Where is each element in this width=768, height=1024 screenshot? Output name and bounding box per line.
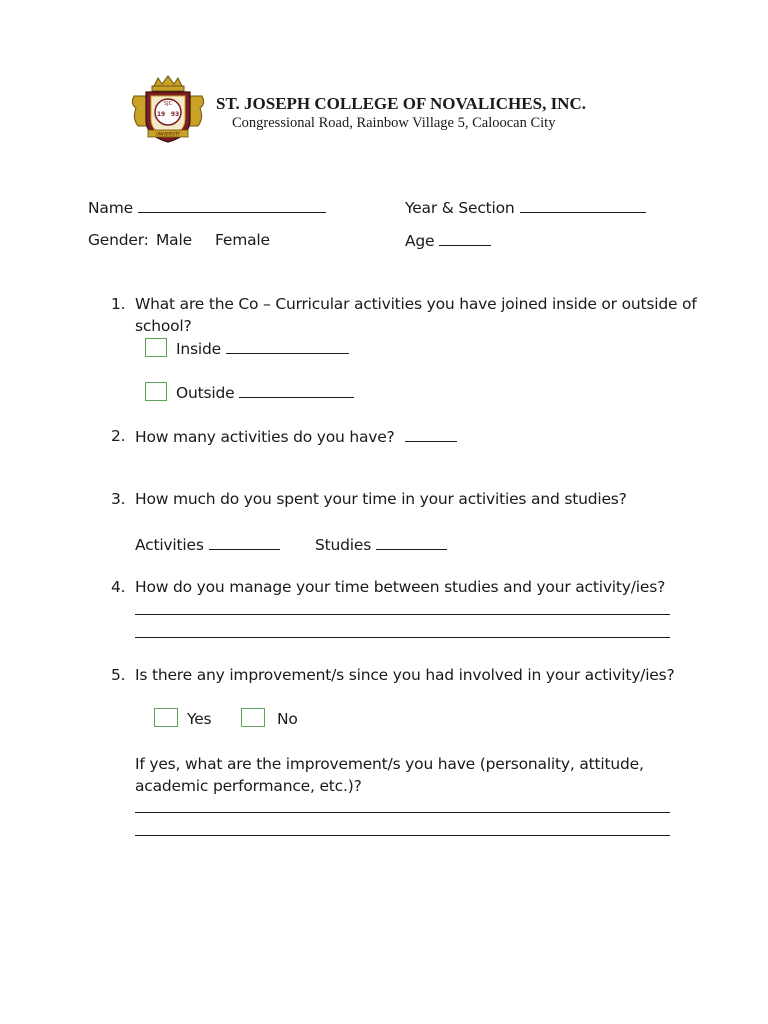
activity-count-blank[interactable] <box>405 426 457 442</box>
yes-checkbox[interactable] <box>154 708 178 727</box>
outside-checkbox[interactable] <box>145 382 167 401</box>
question-1-number: 1. <box>111 295 126 313</box>
activities-label: Activities <box>135 536 204 554</box>
question-2-text: How many activities do you have? <box>135 428 395 446</box>
school-name: ST. JOSEPH COLLEGE OF NOVALICHES, INC. <box>216 94 586 113</box>
question-4-number: 4. <box>111 578 126 596</box>
no-label: No <box>277 710 298 728</box>
question-3-text: How much do you spent your time in your activities and studies? <box>135 490 627 508</box>
studies-label: Studies <box>315 536 372 554</box>
year-section-blank[interactable] <box>520 197 646 213</box>
outside-field[interactable] <box>176 382 354 403</box>
name-label: Name <box>88 199 133 217</box>
question-1-line-2: school? <box>135 317 192 335</box>
question-4-text: How do you manage your time between studies and your activity/ies? <box>135 578 666 596</box>
gender-option-male[interactable]: Male <box>156 231 192 249</box>
question-4-answer-line-2[interactable] <box>135 637 670 638</box>
gender-option-female[interactable]: Female <box>215 231 270 249</box>
outside-label: Outside <box>176 384 235 402</box>
question-5-text: Is there any improvement/s since you had involved in your activity/ies? <box>135 666 675 684</box>
yes-label: Yes <box>187 710 212 728</box>
inside-checkbox[interactable] <box>145 338 167 357</box>
question-3-number: 3. <box>111 490 126 508</box>
question-5-followup-line-1: If yes, what are the improvement/s you have (personality, attitude, <box>135 755 644 773</box>
age-label: Age <box>405 232 435 250</box>
outside-blank[interactable] <box>239 382 354 398</box>
name-blank[interactable] <box>138 197 326 213</box>
question-5-answer-line-1[interactable] <box>135 812 670 813</box>
activities-blank[interactable] <box>209 534 280 550</box>
studies-blank[interactable] <box>376 534 447 550</box>
question-4-answer-line-1[interactable] <box>135 614 670 615</box>
question-5-followup-line-2: academic performance, etc.)? <box>135 777 362 795</box>
logo-year-right: 93 <box>170 111 180 118</box>
logo-top-text: SJC <box>163 101 173 107</box>
gender-label: Gender: <box>88 231 149 249</box>
inside-field[interactable] <box>176 338 349 359</box>
inside-label: Inside <box>176 340 221 358</box>
logo-banner-text: UNIVERSITY <box>156 131 180 137</box>
question-1-line-1: What are the Co – Curricular activities you have joined inside or outside of <box>135 295 697 313</box>
school-logo <box>128 74 208 146</box>
school-address: Congressional Road, Rainbow Village 5, Caloocan City <box>232 115 556 131</box>
no-checkbox[interactable] <box>241 708 265 727</box>
question-2-field[interactable] <box>135 426 457 447</box>
name-field[interactable] <box>88 197 326 218</box>
age-field[interactable] <box>405 230 491 251</box>
age-blank[interactable] <box>439 230 491 246</box>
activities-time-field[interactable] <box>135 534 280 555</box>
school-seal-icon <box>128 74 208 146</box>
question-2-number: 2. <box>111 427 126 445</box>
logo-year-left: 19 <box>156 111 166 118</box>
year-section-label: Year & Section <box>405 199 515 217</box>
question-5-answer-line-2[interactable] <box>135 835 670 836</box>
studies-time-field[interactable] <box>315 534 447 555</box>
question-5-number: 5. <box>111 666 126 684</box>
year-section-field[interactable] <box>405 197 646 218</box>
inside-blank[interactable] <box>226 338 349 354</box>
